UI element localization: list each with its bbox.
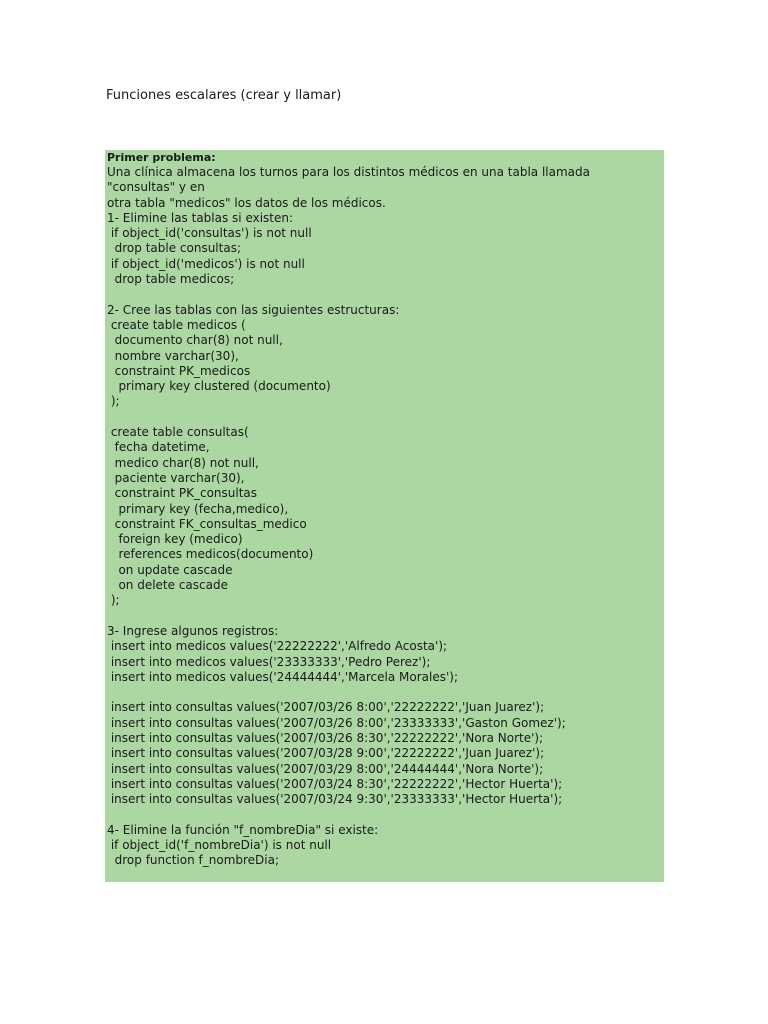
code-line: insert into consultas values('2007/03/29 8:00','24444444','Nora Norte'); [107,761,544,776]
code-line: primary key clustered (documento) [107,379,331,394]
code-line: insert into medicos values('24444444','Marcela Morales'); [107,669,459,684]
code-line: create table medicos ( [107,317,246,332]
text-line: "consultas" y en [107,180,205,195]
code-line: constraint FK_consultas_medico [107,516,307,531]
code-line: insert into consultas values('2007/03/26 8:00','23333333','Gaston Gomez'); [107,715,566,730]
blank-line [107,807,662,822]
code-line: references medicos(documento) [107,547,314,562]
text-line: 3- Ingrese algunos registros: [107,623,279,638]
text-line: 2- Cree las tablas con las siguientes estructuras: [107,302,400,317]
blank-line [107,287,662,302]
code-line: insert into consultas values('2007/03/26 8:00','22222222','Juan Juarez'); [107,700,545,715]
text-line: Una clínica almacena los turnos para los distintos médicos en una tabla llamada [107,165,590,179]
problem-text [107,165,662,869]
code-line: fecha datetime, [107,440,210,455]
code-line: if object_id('f_nombreDia') is not null [107,838,332,853]
code-line: constraint PK_medicos [107,363,251,378]
code-line: insert into consultas values('2007/03/26 8:30','22222222','Nora Norte'); [107,730,544,745]
code-line: ); [107,593,120,608]
page-title: Funciones escalares (crear y llamar) [106,88,342,103]
code-line: insert into consultas values('2007/03/28 9:00','22222222','Juan Juarez'); [107,746,545,761]
code-line: if object_id('consultas') is not null [107,226,312,241]
code-line: create table consultas( [107,425,249,440]
blank-line [107,609,662,624]
code-line: nombre varchar(30), [107,348,239,363]
code-line: on delete cascade [107,578,228,593]
code-line: drop function f_nombreDia; [107,853,280,868]
text-line: 4- Elimine la función "f_nombreDia" si existe: [107,822,379,837]
code-line: ); [107,394,120,409]
code-line: insert into consultas values('2007/03/24 9:30','23333333','Hector Huerta'); [107,792,563,807]
code-line: constraint PK_consultas [107,486,258,501]
blank-line [107,685,662,700]
code-line: drop table medicos; [107,272,235,287]
problem-box [105,150,664,882]
code-line: insert into medicos values('22222222','Alfredo Acosta'); [107,639,448,654]
code-line: foreign key (medico) [107,532,243,547]
text-line: otra tabla "medicos" los datos de los médicos. [107,195,386,210]
code-line: if object_id('medicos') is not null [107,256,305,271]
code-line: primary key (fecha,medico), [107,501,289,516]
code-line: medico char(8) not null, [107,455,259,470]
code-line: on update cascade [107,562,233,577]
text-line: 1- Elimine las tablas si existen: [107,210,294,225]
blank-line [107,410,662,425]
code-line: paciente varchar(30), [107,470,245,485]
code-line: documento char(8) not null, [107,333,283,348]
code-line: drop table consultas; [107,241,241,256]
code-line: insert into consultas values('2007/03/24 8:30','22222222','Hector Huerta'); [107,776,563,791]
problem-heading: Primer problema: [107,151,216,164]
code-line: insert into medicos values('23333333','Pedro Perez'); [107,654,431,669]
